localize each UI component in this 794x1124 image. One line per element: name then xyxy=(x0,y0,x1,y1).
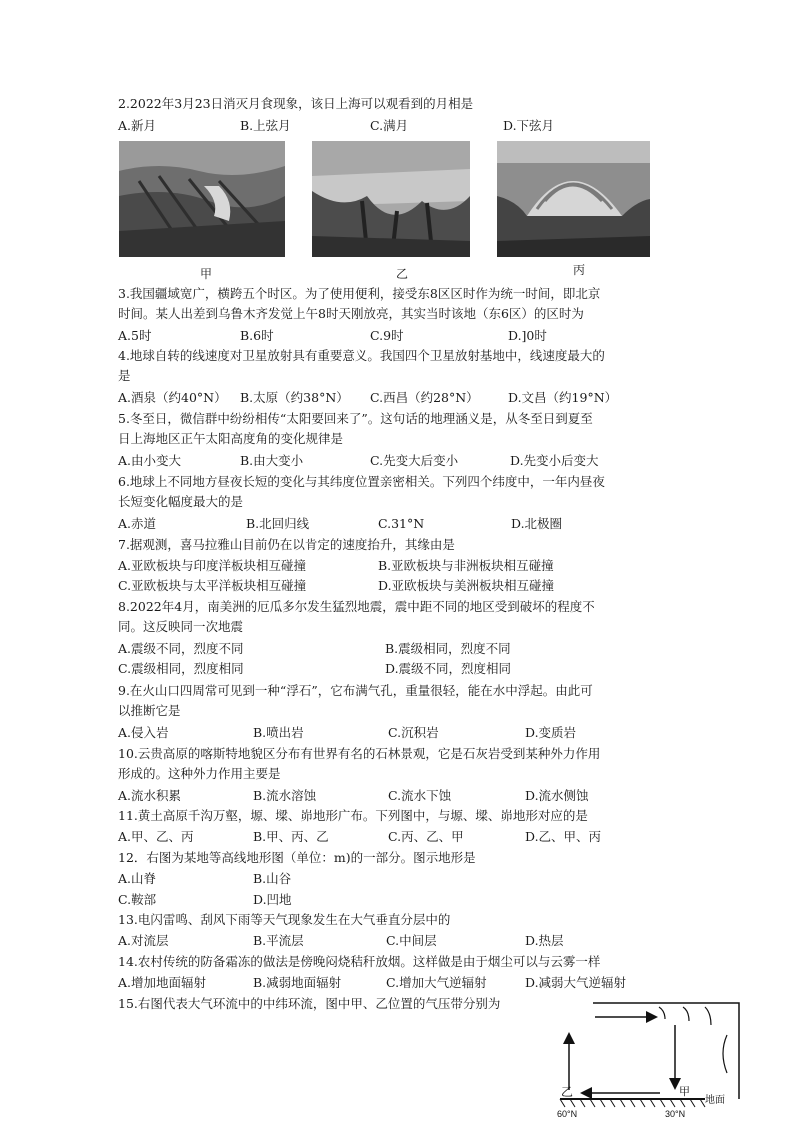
option-c[interactable]: C.丙、乙、甲 xyxy=(388,829,464,844)
option-d[interactable]: D.凹地 xyxy=(253,892,292,907)
option-a[interactable]: A.震级不同，烈度不同 xyxy=(118,641,244,656)
option-b[interactable]: B.流水溶蚀 xyxy=(253,788,317,803)
question-4 xyxy=(118,346,678,386)
option-b[interactable]: B.喷出岩 xyxy=(253,725,304,740)
option-c[interactable]: C.中间层 xyxy=(386,933,437,948)
question-stem: 10.云贵高原的喀斯特地貌区分布有世界有名的石林景观，它是石灰岩受到某种外力作用 xyxy=(118,746,601,761)
option-b[interactable]: B.平流层 xyxy=(253,933,304,948)
option-a[interactable]: A.流水积累 xyxy=(118,788,182,803)
question-stem: 15.右图代表大气环流中的中纬环流，图中甲、乙位置的气压带分别为 xyxy=(118,996,501,1011)
option-d[interactable]: D.变质岩 xyxy=(525,725,577,740)
option-b[interactable]: B.山谷 xyxy=(253,871,292,886)
question-stem: 11.黄土高原千沟万壑，塬、墚、峁地形广布。下列图中，与塬、墚、峁地形对应的是 xyxy=(118,808,588,823)
option-a[interactable]: A.赤道 xyxy=(118,516,157,531)
option-b[interactable]: B.甲、丙、乙 xyxy=(253,829,329,844)
option-a[interactable]: A.对流层 xyxy=(118,933,169,948)
option-d[interactable]: D.减弱大气逆辐射 xyxy=(525,975,627,990)
option-c[interactable]: C.西昌（约28°N） xyxy=(370,390,479,405)
option-c[interactable]: C.流水下蚀 xyxy=(388,788,452,803)
label-30n: 30°N xyxy=(665,1109,686,1119)
question-stem: 8.2022年4月，南美洲的厄瓜多尔发生猛烈地震，震中距不同的地区受到破坏的程度不 xyxy=(118,599,595,614)
caption-jia: 甲 xyxy=(200,267,213,281)
photo-jia xyxy=(119,141,285,257)
question-13 xyxy=(118,910,678,930)
label-ground: 地面 xyxy=(705,1095,725,1106)
question-9 xyxy=(118,681,678,721)
question-stem: 12．右图为某地等高线地形图（单位：m)的一部分。图示地形是 xyxy=(118,850,476,865)
option-d[interactable]: D.]0时 xyxy=(508,328,547,343)
question-3 xyxy=(118,284,678,324)
option-b[interactable]: B.震级相同，烈度不同 xyxy=(385,641,511,656)
option-a[interactable]: A.酒泉（约40°N） xyxy=(118,390,227,405)
option-a[interactable]: A.由小变大 xyxy=(118,453,182,468)
question-12 xyxy=(118,848,678,868)
question-stem: 7.据观测，喜马拉雅山目前仍在以肯定的速度抬升，其缘由是 xyxy=(118,537,455,552)
question-stem: 形成的。这种外力作用主要是 xyxy=(118,766,281,781)
landform-photos xyxy=(111,141,651,281)
question-stem: 时间。某人出差到乌鲁木齐发觉上午8时天刚放亮，其实当时该地（东6区）的区时为 xyxy=(118,306,584,321)
option-c[interactable]: C.31°N xyxy=(378,516,425,531)
option-d[interactable]: D.文昌（约19°N） xyxy=(508,390,618,405)
option-d[interactable]: D.下弦月 xyxy=(503,118,555,133)
question-stem: 是 xyxy=(118,368,131,383)
photo-bing xyxy=(497,141,650,257)
option-d[interactable]: D.北极圈 xyxy=(511,516,563,531)
photo-yi xyxy=(312,141,470,257)
caption-bing: 丙 xyxy=(573,263,586,277)
option-d[interactable]: D.乙、甲、丙 xyxy=(525,829,602,844)
option-a[interactable]: A.增加地面辐射 xyxy=(118,975,207,990)
option-c[interactable]: C.沉积岩 xyxy=(388,725,439,740)
question-11 xyxy=(118,806,678,826)
question-7 xyxy=(118,535,678,555)
question-stem: 以推断它是 xyxy=(118,703,181,718)
question-stem: 5.冬至日，微信群中纷纷相传“太阳要回来了”。这句话的地理涵义是，从冬至日到夏至 xyxy=(118,411,593,426)
question-14 xyxy=(118,952,678,972)
option-d[interactable]: D.亚欧板块与美洲板块相互碰撞 xyxy=(378,578,555,593)
label-yi: 乙 xyxy=(561,1085,574,1099)
question-stem: 同。这反映同一次地震 xyxy=(118,619,244,634)
question-2 xyxy=(118,94,678,114)
label-60n: 60°N xyxy=(557,1109,578,1119)
option-a[interactable]: A.新月 xyxy=(118,118,157,133)
option-b[interactable]: B.太原（约38°N） xyxy=(240,390,349,405)
option-c[interactable]: C.增加大气逆辐射 xyxy=(386,975,487,990)
option-b[interactable]: B.减弱地面辐射 xyxy=(253,975,342,990)
question-stem: 6.地球上不同地方昼夜长短的变化与其纬度位置亲密相关。下列四个纬度中，一年内昼夜 xyxy=(118,474,605,489)
option-c[interactable]: C.先变大后变小 xyxy=(370,453,459,468)
option-c[interactable]: C.震级相同，烈度相同 xyxy=(118,661,244,676)
option-c[interactable]: C.满月 xyxy=(370,118,409,133)
option-d[interactable]: D.震级不同，烈度相同 xyxy=(385,661,512,676)
option-b[interactable]: B.6时 xyxy=(240,328,274,343)
question-stem: 长短变化幅度最大的是 xyxy=(118,494,244,509)
option-b[interactable]: B.亚欧板块与非洲板块相互碰撞 xyxy=(378,558,554,573)
option-a[interactable]: A.侵入岩 xyxy=(118,725,169,740)
option-a[interactable]: A.甲、乙、丙 xyxy=(118,829,194,844)
option-a[interactable]: A.5时 xyxy=(118,328,152,343)
option-c[interactable]: C.9时 xyxy=(370,328,404,343)
option-c[interactable]: C.亚欧板块与太平洋板块相互碰撞 xyxy=(118,578,307,593)
option-b[interactable]: B.北回归线 xyxy=(246,516,310,531)
question-stem: 日上海地区正午太阳高度角的变化规律是 xyxy=(118,431,344,446)
question-stem: 4.地球自转的线速度对卫星放射具有重要意义。我国四个卫星放射基地中，线速度最大的 xyxy=(118,348,605,363)
option-d[interactable]: D.热层 xyxy=(525,933,564,948)
option-d[interactable]: D.先变小后变大 xyxy=(510,453,599,468)
question-stem: 2.2022年3月23日消灭月食现象，该日上海可以观看到的月相是 xyxy=(118,96,474,111)
circulation-diagram xyxy=(555,995,740,1120)
question-8 xyxy=(118,597,678,637)
question-stem: 9.在火山口四周常可见到一种“浮石”，它布满气孔，重量很轻，能在水中浮起。由此可 xyxy=(118,683,593,698)
caption-yi: 乙 xyxy=(396,267,409,281)
question-5 xyxy=(118,409,678,449)
question-stem: 3.我国疆域宽广，横跨五个时区。为了使用便利，接受东8区区时作为统一时间，即北京 xyxy=(118,286,601,301)
question-6 xyxy=(118,472,678,512)
option-c[interactable]: C.鞍部 xyxy=(118,892,157,907)
option-d[interactable]: D.流水侧蚀 xyxy=(525,788,589,803)
option-a[interactable]: A.山脊 xyxy=(118,871,157,886)
option-b[interactable]: B.上弦月 xyxy=(240,118,291,133)
option-b[interactable]: B.由大变小 xyxy=(240,453,304,468)
question-stem: 14.农村传统的防备霜冻的做法是傍晚闷烧秸秆放烟。这样做是由于烟尘可以与云雾一样 xyxy=(118,954,601,969)
label-jia: 甲 xyxy=(679,1086,690,1098)
question-stem: 13.电闪雷鸣、刮风下雨等天气现象发生在大气垂直分层中的 xyxy=(118,912,451,927)
question-10 xyxy=(118,744,678,784)
option-a[interactable]: A.亚欧板块与印度洋板块相互碰撞 xyxy=(118,558,307,573)
